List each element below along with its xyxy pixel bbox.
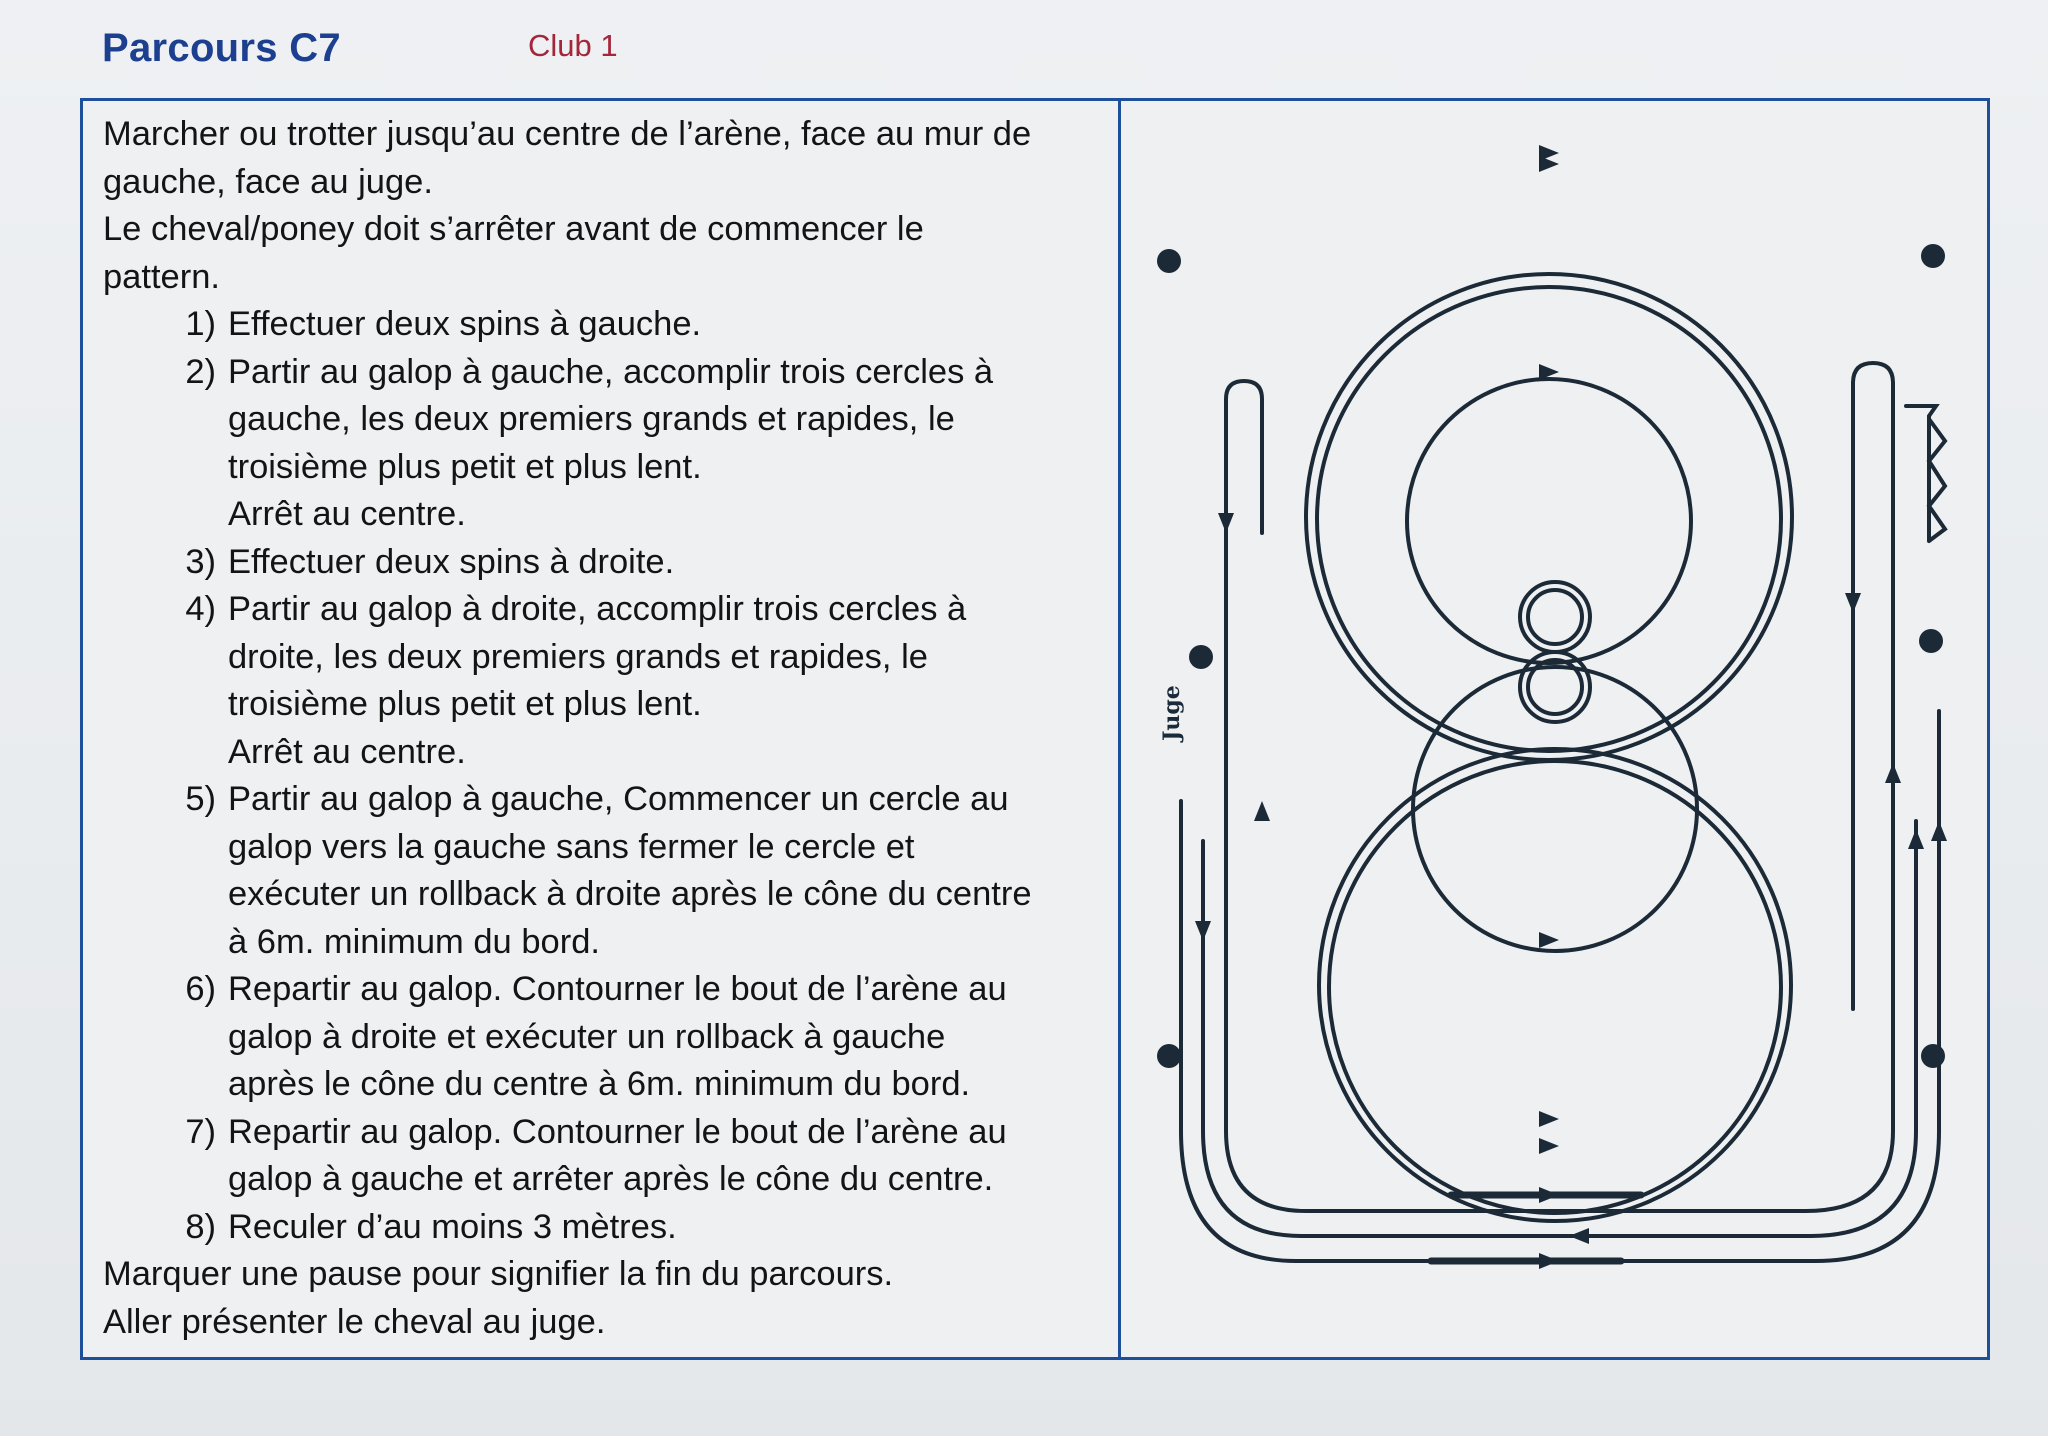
step-8 xyxy=(103,1204,1106,1252)
step-text xyxy=(228,1204,1106,1252)
arrow-head xyxy=(1218,513,1234,533)
step-line: galop à droite et exécuter un rollback à gauche xyxy=(228,1017,946,1056)
step-6 xyxy=(103,966,1106,1109)
step-4 xyxy=(103,586,1106,776)
step-line: Effectuer deux spins à droite. xyxy=(228,542,675,581)
arrow-head xyxy=(1539,156,1559,172)
cone-marker xyxy=(1919,629,1943,653)
arrow-head xyxy=(1539,1253,1559,1269)
page-title: Parcours C7 xyxy=(102,26,341,70)
step-number: 1) xyxy=(185,305,216,343)
intro-line: pattern. xyxy=(103,257,220,296)
backup-zigzag xyxy=(1906,406,1945,541)
run-around-outer xyxy=(1181,711,1939,1261)
step-line: exécuter un rollback à droite après le cône du centre xyxy=(228,875,1032,913)
step-text xyxy=(228,539,1106,587)
arrow-head xyxy=(1254,801,1270,821)
intro-line: Marcher ou trotter jusqu’au centre de l’arène, face au mur de xyxy=(103,115,1032,153)
step-text xyxy=(228,966,1106,1109)
upper-circle-outer xyxy=(1306,274,1792,760)
lower-circle-outer xyxy=(1319,749,1791,1221)
step-text xyxy=(228,776,1106,966)
step-3 xyxy=(103,539,1106,587)
step-1 xyxy=(103,301,1106,349)
step-7 xyxy=(103,1109,1106,1204)
arrow-head xyxy=(1195,921,1211,941)
spin-circle-left xyxy=(1520,582,1590,652)
arrow-head xyxy=(1845,593,1861,613)
steps-list xyxy=(103,301,1106,1251)
arrow-head xyxy=(1539,1187,1559,1203)
step-line: troisième plus petit et plus lent. xyxy=(228,685,702,723)
step-line: galop vers la gauche sans fermer le cercle et xyxy=(228,827,915,866)
pattern-diagram xyxy=(1121,101,1987,1357)
step-number: 6) xyxy=(185,970,216,1008)
run-around-middle xyxy=(1203,821,1916,1236)
step-line: après le cône du centre à 6m. minimum du bord. xyxy=(228,1065,971,1103)
cone-marker xyxy=(1157,1044,1181,1068)
step-line: Arrêt au centre. xyxy=(228,495,466,533)
intro-line: Le cheval/poney doit s’arrêter avant de commencer le xyxy=(103,210,924,248)
step-line: Effectuer deux spins à gauche. xyxy=(228,305,702,343)
step-line: Partir au galop à gauche, Commencer un cercle au xyxy=(228,780,1009,818)
step-number: 2) xyxy=(185,352,216,391)
upper-circle-small xyxy=(1407,379,1691,663)
rollback-right xyxy=(1853,363,1893,1009)
step-number: 7) xyxy=(185,1112,216,1151)
step-text xyxy=(228,586,1106,776)
run-around-inner xyxy=(1226,531,1893,1211)
step-number: 5) xyxy=(185,780,216,818)
outro-line: Marquer une pause pour signifier la fin du parcours. xyxy=(103,1255,894,1293)
step-number: 4) xyxy=(185,590,216,628)
step-line: Repartir au galop. Contourner le bout de l’arène au xyxy=(228,970,1007,1008)
step-line: Partir au galop à droite, accomplir trois cercles à xyxy=(228,590,967,628)
cone-marker xyxy=(1921,244,1945,268)
step-number: 3) xyxy=(185,542,216,581)
arrow-head xyxy=(1931,821,1947,841)
step-line: à 6m. minimum du bord. xyxy=(228,922,600,961)
upper-circle-inner xyxy=(1317,287,1781,751)
judge-label: Juge xyxy=(1159,685,1185,741)
lower-circle-small xyxy=(1413,667,1697,951)
step-line: gauche, les deux premiers grands et rapides, le xyxy=(228,400,955,438)
step-text xyxy=(228,301,1106,349)
arrow-head xyxy=(1539,1111,1559,1127)
cone-marker-judge xyxy=(1189,645,1213,669)
cone-marker xyxy=(1921,1044,1945,1068)
arrow-head xyxy=(1539,1138,1559,1154)
spin-circle-left-inner xyxy=(1528,590,1582,644)
arrow-head xyxy=(1908,829,1924,849)
step-2 xyxy=(103,349,1106,539)
level-label: Club 1 xyxy=(528,28,618,63)
arrow-head xyxy=(1885,763,1901,783)
outro-line: Aller présenter le cheval au juge. xyxy=(103,1302,606,1341)
step-line: Partir au galop à gauche, accomplir trois cercles à xyxy=(228,352,994,391)
step-text xyxy=(228,1109,1106,1204)
rollback-left xyxy=(1226,381,1262,1095)
intro-line: gauche, face au juge. xyxy=(103,162,433,201)
cone-marker xyxy=(1157,249,1181,273)
step-line: Arrêt au centre. xyxy=(228,732,466,771)
step-text xyxy=(228,349,1106,539)
instructions-panel xyxy=(83,101,1121,1357)
pattern-box xyxy=(80,98,1990,1360)
step-line: troisième plus petit et plus lent. xyxy=(228,447,702,486)
step-line: droite, les deux premiers grands et rapides, le xyxy=(228,637,928,676)
step-line: galop à gauche et arrêter après le cône du centre. xyxy=(228,1160,994,1198)
step-5 xyxy=(103,776,1106,966)
pattern-drawing xyxy=(1121,101,1987,1357)
arrow-head xyxy=(1539,932,1559,948)
step-line: Reculer d’au moins 3 mètres. xyxy=(228,1207,677,1246)
step-number: 8) xyxy=(185,1207,216,1246)
arrow-head xyxy=(1569,1228,1589,1244)
step-line: Repartir au galop. Contourner le bout de l’arène au xyxy=(228,1112,1007,1151)
